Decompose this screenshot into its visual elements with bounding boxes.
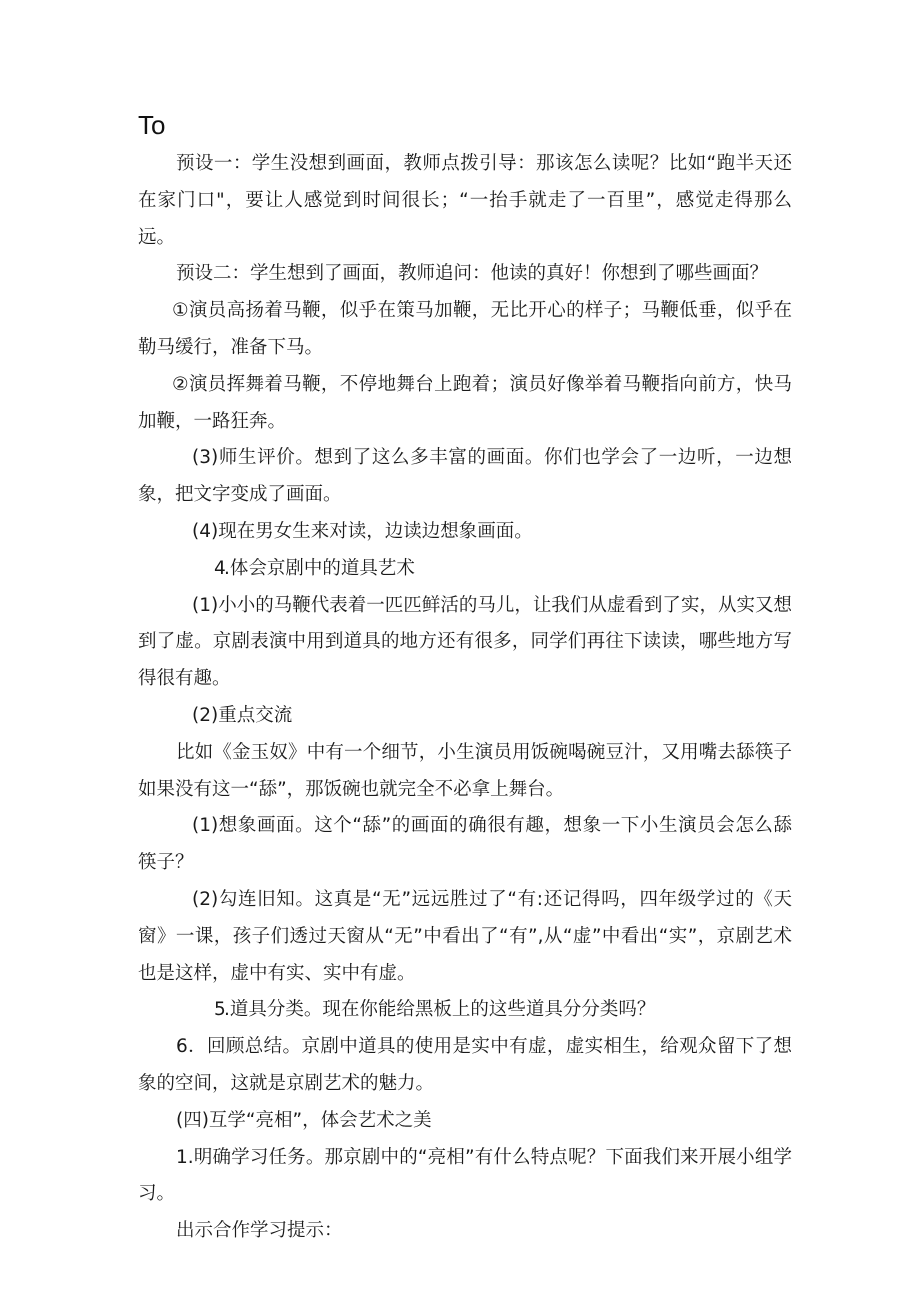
- document-body: [138, 146, 792, 1250]
- paragraph-paired-reading: (4)现在男女生来对读，边读边想象画面。: [192, 520, 533, 542]
- paragraph-key-exchange: (2)重点交流: [192, 704, 293, 726]
- section-4-title: .体会京剧中的道具艺术: [224, 557, 415, 579]
- section-5-heading: [138, 992, 792, 1029]
- section-four-heading: (四)互学“亮相”，体会艺术之美: [176, 1109, 432, 1131]
- page-heading: To: [138, 110, 166, 140]
- paragraph-scene-one: ①演员高扬着马鞭，似乎在策马加鞭，无比开心的样子；马鞭低垂，似乎在勒马缓行，准备下马。: [138, 300, 792, 358]
- paragraph-cooperation-tips: 出示合作学习提示：: [176, 1220, 343, 1242]
- section-4-heading: [138, 551, 792, 588]
- paragraph-learning-task: 1.明确学习任务。那京剧中的“亮相”有什么特点呢？下面我们来开展小组学习。: [138, 1146, 792, 1205]
- paragraph-jinyunu-example: 比如《金玉奴》中有一个细节，小生演员用饭碗喝碗豆汁，又用嘴去舔筷子如果没有这一“舔”，那饭碗也就完全不必拿上舞台。: [138, 741, 792, 800]
- paragraph-preset-two: 预设二：学生想到了画面，教师追问：他读的真好！你想到了哪些画面？: [176, 263, 769, 285]
- section-5-number: 5: [214, 999, 226, 1021]
- paragraph-scene-two: ②演员挥舞着马鞭，不停地舞台上跑着；演员好像举着马鞭指向前方，快马加鞭，一路狂奔。: [138, 373, 792, 432]
- paragraph-whip-props: (1)小小的马鞭代表着一匹匹鲜活的马儿，让我们从虚看到了实，从实又想到了虚。京剧表演中用到道具的地方还有很多，同学们再往下读读，哪些地方写得很有趣。: [138, 594, 792, 690]
- paragraph-imagine-scene: (1)想象画面。这个“舔”的画面的确很有趣，想象一下小生演员会怎么舔筷子？: [138, 815, 792, 874]
- section-5-title: .道具分类。现在你能给黑板上的这些道具分分类吗？: [224, 999, 656, 1021]
- paragraph-preset-one: 预设一：学生没想到画面，教师点拨引导：那该怎么读呢？比如“跑半天还在家门口"，要让人感觉到时间很长；“一抬手就走了一百里”，感觉走得那么远。: [138, 153, 792, 248]
- section-4-number: 4: [214, 557, 226, 579]
- paragraph-evaluation: (3)师生评价。想到了这么多丰富的画面。你们也学会了一边听，一边想象，把文字变成了画面。: [138, 447, 792, 506]
- paragraph-review-summary: 6．回顾总结。京剧中道具的使用是实中有虚，虚实相生，给观众留下了想象的空间，这就是京剧艺术的魅力。: [138, 1036, 792, 1094]
- paragraph-link-knowledge: (2)勾连旧知。这真是“无”远远胜过了“有:还记得吗，四年级学过的《天窗》一课，孩子们透过天窗从“无”中看出了“有”,从“虚”中看出“实”，京剧艺术也是这样，虚中有实、实中有虚。: [138, 888, 792, 984]
